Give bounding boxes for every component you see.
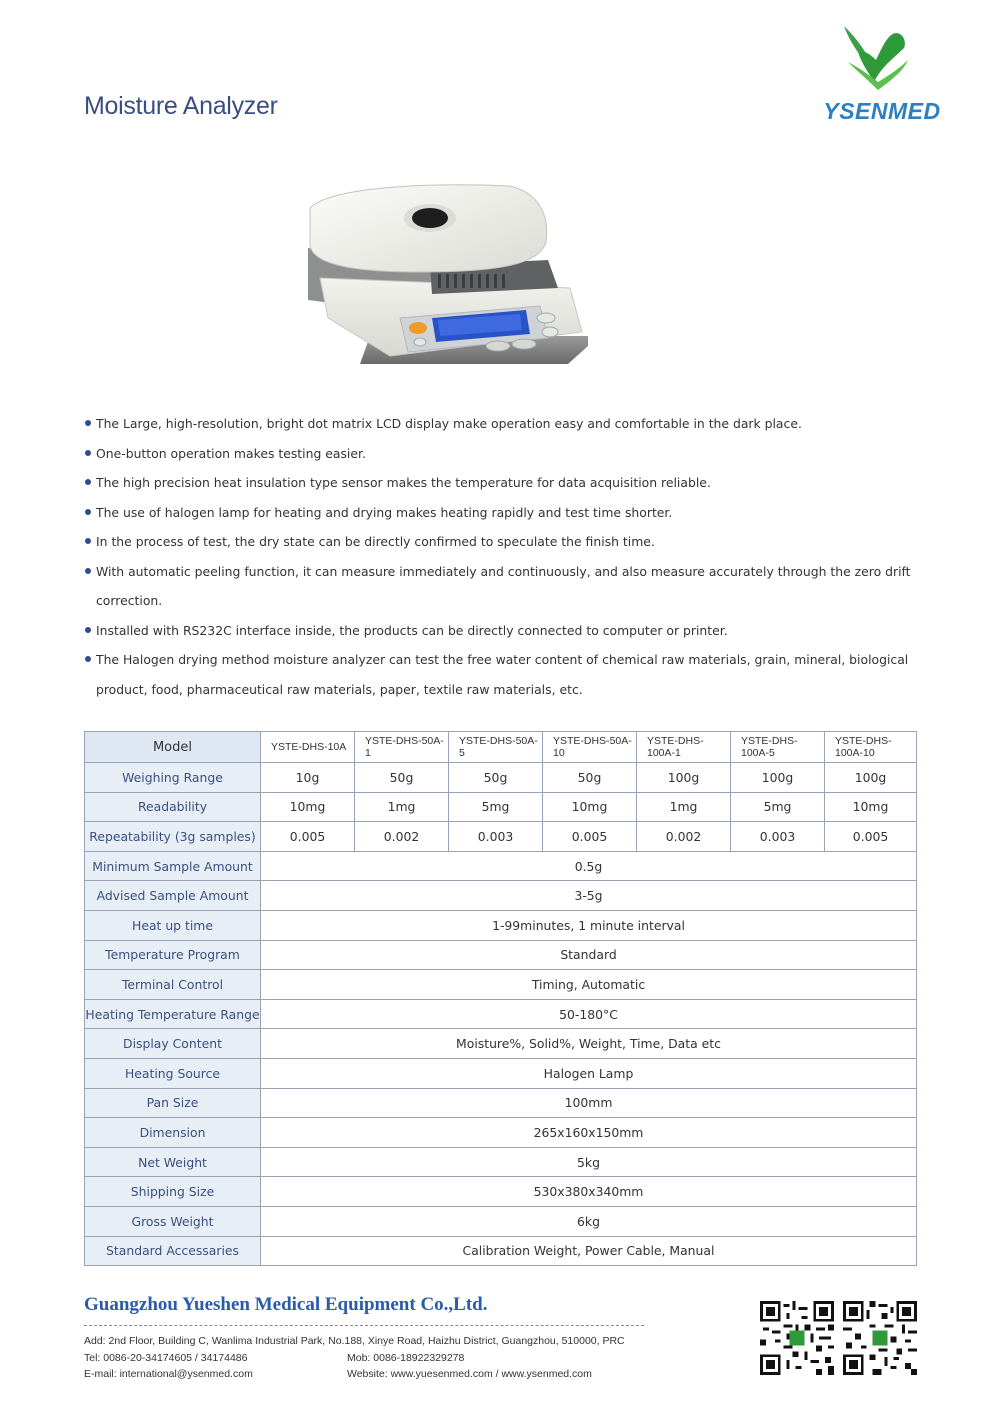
table-cell: Halogen Lamp: [261, 1058, 917, 1088]
model-cell: YSTE-DHS-100A-5: [731, 732, 825, 763]
table-cell: 0.002: [637, 822, 731, 852]
feature-list: [84, 409, 934, 704]
page-title: Moisture Analyzer: [84, 92, 278, 120]
table-row: [85, 940, 917, 970]
spec-table: [84, 731, 917, 1266]
table-cell: 5mg: [731, 792, 825, 822]
table-row: [85, 851, 917, 881]
table-cell: 10mg: [543, 792, 637, 822]
table-cell: Moisture%, Solid%, Weight, Time, Data etc: [261, 1029, 917, 1059]
table-cell: 10mg: [825, 792, 917, 822]
feature-item: With automatic peeling function, it can measure immediately and continuously, and also measure accurately through the zero drift correction.: [84, 557, 934, 616]
table-cell: 0.5g: [261, 851, 917, 881]
table-cell: 0.003: [449, 822, 543, 852]
table-cell: 3-5g: [261, 881, 917, 911]
table-cell: Timing, Automatic: [261, 970, 917, 1000]
address-text: Add: 2nd Floor, Building C, Wanlima Industrial Park, No.188, Xinye Road, Haizhu District, Guangzhou, 510000, PRC: [84, 1335, 625, 1347]
table-cell: 100g: [825, 763, 917, 793]
table-cell: 100g: [637, 763, 731, 793]
row-label: Temperature Program: [85, 940, 261, 970]
model-cell: YSTE-DHS-100A-10: [825, 732, 917, 763]
row-label: Standard Accessaries: [85, 1236, 261, 1266]
table-cell: 1mg: [637, 792, 731, 822]
row-label: Minimum Sample Amount: [85, 851, 261, 881]
table-cell: 0.005: [825, 822, 917, 852]
table-row: [85, 999, 917, 1029]
table-row: [85, 1206, 917, 1236]
website-text: Website: www.yuesenmed.com / www.ysenmed.com: [347, 1368, 592, 1380]
row-label: Readability: [85, 792, 261, 822]
company-name: Guangzhou Yueshen Medical Equipment Co.,Ltd.: [84, 1294, 488, 1315]
table-row: [85, 822, 917, 852]
feature-item: The high precision heat insulation type sensor makes the temperature for data acquisition reliable.: [84, 468, 934, 498]
feature-item: The use of halogen lamp for heating and drying makes heating rapidly and test time shorter.: [84, 498, 934, 528]
row-label: Pan Size: [85, 1088, 261, 1118]
table-row: [85, 881, 917, 911]
table-row: [85, 1029, 917, 1059]
table-cell: 5mg: [449, 792, 543, 822]
row-label: Display Content: [85, 1029, 261, 1059]
table-row: [85, 1088, 917, 1118]
row-label: Terminal Control: [85, 970, 261, 1000]
table-cell: Standard: [261, 940, 917, 970]
row-label: Heating Temperature Range: [85, 999, 261, 1029]
table-cell: 5kg: [261, 1147, 917, 1177]
table-cell: 10mg: [261, 792, 355, 822]
row-label: Advised Sample Amount: [85, 881, 261, 911]
moisture-analyzer-photo: [300, 168, 600, 398]
table-row: [85, 910, 917, 940]
email-text: E-mail: international@ysenmed.com: [84, 1368, 253, 1380]
mobile-text: Mob: 0086-18922329278: [347, 1352, 465, 1364]
row-label: Weighing Range: [85, 763, 261, 793]
table-cell: 0.005: [543, 822, 637, 852]
table-cell: 265x160x150mm: [261, 1118, 917, 1148]
table-cell: 100g: [731, 763, 825, 793]
table-cell: 50g: [543, 763, 637, 793]
qr-code-icon: [843, 1301, 917, 1375]
row-label: Heat up time: [85, 910, 261, 940]
model-cell: YSTE-DHS-100A-1: [637, 732, 731, 763]
model-cell: YSTE-DHS-10A: [261, 732, 355, 763]
brand-logo: [812, 18, 952, 128]
row-label: Shipping Size: [85, 1177, 261, 1207]
table-cell: 0.005: [261, 822, 355, 852]
table-cell: 50-180°C: [261, 999, 917, 1029]
row-label: Repeatability (3g samples): [85, 822, 261, 852]
row-label: Heating Source: [85, 1058, 261, 1088]
table-row: [85, 1118, 917, 1148]
table-cell: Calibration Weight, Power Cable, Manual: [261, 1236, 917, 1266]
model-cell: YSTE-DHS-50A-5: [449, 732, 543, 763]
table-cell: 530x380x340mm: [261, 1177, 917, 1207]
table-row: [85, 1177, 917, 1207]
table-row: [85, 1147, 917, 1177]
row-label: Net Weight: [85, 1147, 261, 1177]
table-cell: 50g: [355, 763, 449, 793]
table-cell: 1-99minutes, 1 minute interval: [261, 910, 917, 940]
row-label: Dimension: [85, 1118, 261, 1148]
table-cell: 50g: [449, 763, 543, 793]
feature-item: The Halogen drying method moisture analyzer can test the free water content of chemical raw materials, grain, mineral, biological product, food, pharmaceutical raw materials, paper, textile raw materials, etc.: [84, 645, 934, 704]
heart-leaf-icon: [812, 18, 952, 98]
footer-divider: [84, 1325, 644, 1326]
table-row: [85, 763, 917, 793]
table-row: [85, 970, 917, 1000]
table-row: [85, 1236, 917, 1266]
feature-item: One-button operation makes testing easier.: [84, 439, 934, 469]
brand-name: YSENMED: [823, 98, 941, 124]
table-cell: 10g: [261, 763, 355, 793]
table-row: [85, 792, 917, 822]
feature-item: Installed with RS232C interface inside, the products can be directly connected to computer or printer.: [84, 616, 934, 646]
table-cell: 0.003: [731, 822, 825, 852]
feature-item: The Large, high-resolution, bright dot matrix LCD display make operation easy and comfortable in the dark place.: [84, 409, 934, 439]
model-cell: YSTE-DHS-50A-1: [355, 732, 449, 763]
table-cell: 1mg: [355, 792, 449, 822]
model-cell: YSTE-DHS-50A-10: [543, 732, 637, 763]
feature-item: In the process of test, the dry state can be directly confirmed to speculate the finish time.: [84, 527, 934, 557]
row-label: Gross Weight: [85, 1206, 261, 1236]
tel-text: Tel: 0086-20-34174605 / 34174486: [84, 1352, 248, 1364]
table-cell: 6kg: [261, 1206, 917, 1236]
qr-code-icon: [760, 1301, 834, 1375]
table-cell: 0.002: [355, 822, 449, 852]
table-cell: 100mm: [261, 1088, 917, 1118]
table-row: [85, 1058, 917, 1088]
table-header-row: [85, 732, 917, 763]
model-header: Model: [85, 732, 261, 763]
